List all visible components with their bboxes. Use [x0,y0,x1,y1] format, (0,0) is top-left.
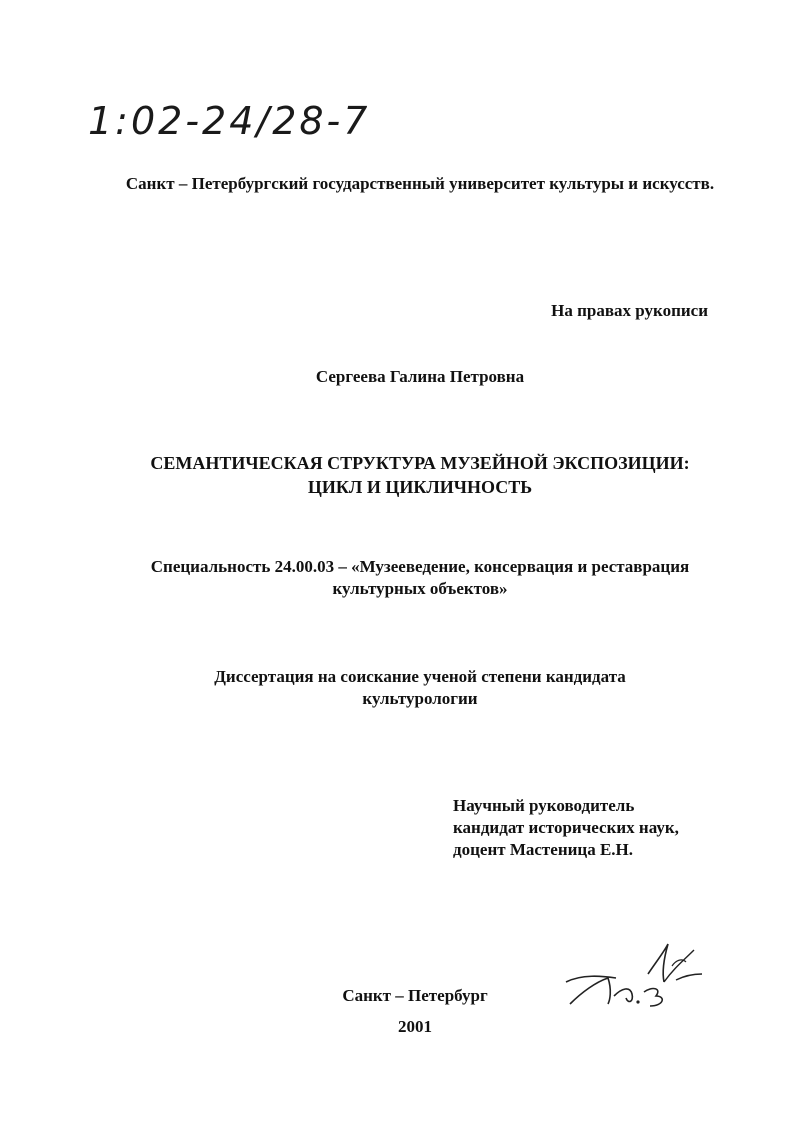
supervisor-line-1: Научный руководитель [453,796,635,815]
dissertation-title [90,451,750,499]
year: 2001 [398,1017,432,1036]
title-line-2: ЦИКЛ И ЦИКЛИЧНОСТЬ [307,477,533,497]
supervisor-line-3: доцент Мастеница Е.Н. [453,840,634,859]
speciality-line-1: Специальность 24.00.03 – «Музееведение, консервация и реставрация [150,557,690,576]
svg-text:1:02-24/28-7: 1:02-24/28-7 [88,99,371,143]
speciality [90,556,750,600]
author-name: Сергеева Галина Петровна [315,367,525,386]
university-name: Санкт – Петербургский государственный университет культуры и искусств. [125,174,715,193]
handwritten-archive-code [84,88,414,152]
city: Санкт – Петербург [342,986,488,1005]
title-line-1: СЕМАНТИЧЕСКАЯ СТРУКТУРА МУЗЕЙНОЙ ЭКСПОЗИЦИИ: [150,453,690,473]
signature [552,938,712,1018]
dissertation-line-1: Диссертация на соискание ученой степени кандидата [214,667,626,686]
supervisor-line-2: кандидат исторических наук, [453,818,679,837]
dissertation-line-2: культурологии [362,689,478,708]
manuscript-rights: На правах рукописи [551,301,708,320]
scientific-supervisor [453,795,753,861]
dissertation-degree [150,666,690,710]
speciality-line-2: культурных объектов» [332,579,508,598]
